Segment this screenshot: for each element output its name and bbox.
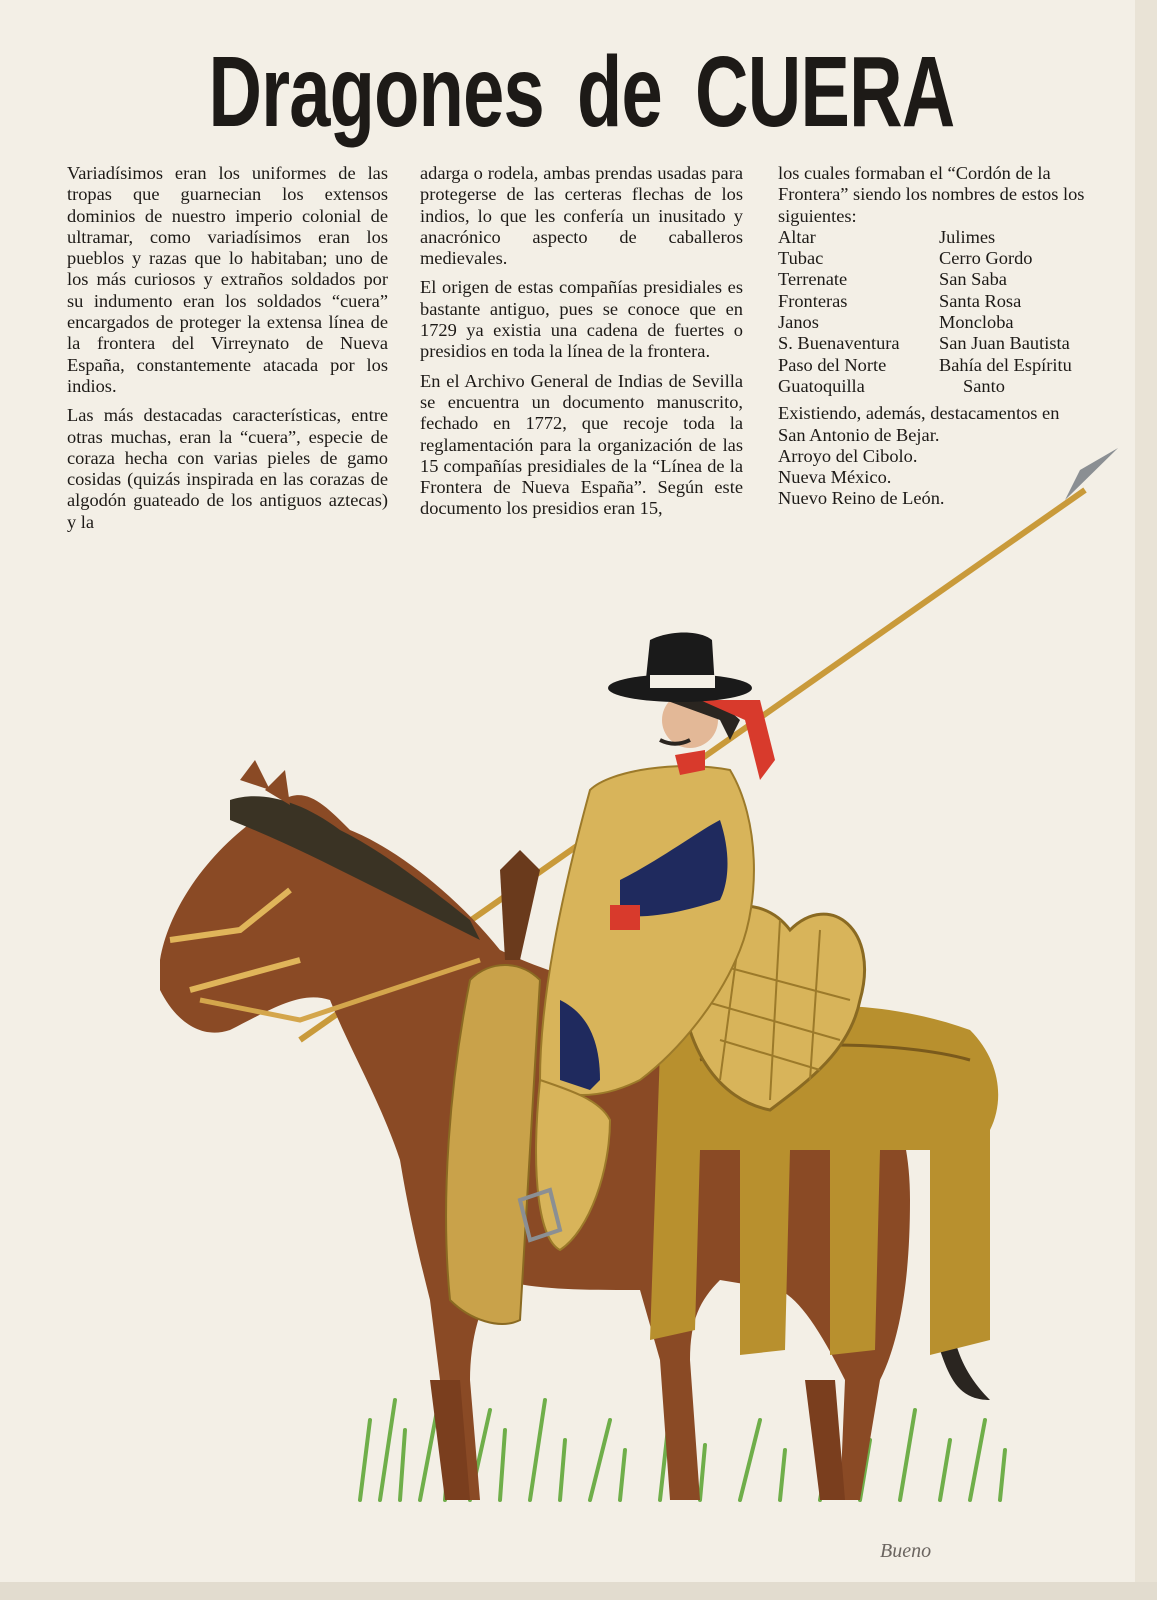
presidio-name: San Juan Bautista <box>939 333 1070 354</box>
presidio-name: Tubac <box>778 248 824 269</box>
detachment-name: San Antonio de Bejar. <box>778 424 940 445</box>
page-title: Dragones de CUERA <box>208 36 955 148</box>
presidio-name: S. Buenaventura <box>778 333 900 354</box>
presidio-name: Fronteras <box>778 290 848 311</box>
paragraph: Las más destacadas características, entre otras muchas, eran la “cuera”, especie de coraza hecha con varias pieles de gamo cosidas (quizás inspirada en las corazas de algodón guateado de los antiguos aztecas) y la <box>67 405 388 532</box>
paragraph: El origen de estas compañías presidiales es bastante antiguo, pues se conoce que en 1729 ya existia una cadena de fuertes o presidios en toda la línea de la frontera. <box>420 277 743 362</box>
presidio-name: Moncloba <box>939 312 1014 333</box>
lance-tip-icon <box>1065 448 1118 500</box>
presidio-name: Cerro Gordo <box>939 248 1033 269</box>
presidio-name: Altar <box>778 226 816 247</box>
presidio-name: Julimes <box>939 226 996 247</box>
paragraph: En el Archivo General de Indias de Sevilla se encuentra un documento manuscrito, fechado en 1772, que recoje toda la reglamentación para la organización de las 15 compañías presidiales de la “Línea de la Frontera de Nueva España”. Según este documento los presidios eran 15, <box>420 370 743 519</box>
presidio-name: San Saba <box>939 269 1007 290</box>
paragraph: adarga o rodela, ambas prendas usadas para protegerse de las certeras flechas de los indios, lo que les confería un inusitado y anacrónico aspecto de caballeros medievales. <box>420 163 743 269</box>
presidio-name: Janos <box>778 312 819 333</box>
presidio-name: Guatoquilla <box>778 375 865 396</box>
detachment-name: Nueva México. <box>778 467 892 488</box>
detachments-intro: Existiendo, además, destacamentos en <box>778 403 1060 424</box>
presidio-name: Santa Rosa <box>939 290 1022 311</box>
presidio-name: Santo <box>963 375 1005 396</box>
presidio-name: Bahía del Espíritu <box>939 354 1072 375</box>
artist-signature: Bueno <box>880 1540 932 1562</box>
detachment-name: Arroyo del Cibolo. <box>778 445 918 466</box>
presidio-name: Paso del Norte <box>778 354 887 375</box>
presidio-name: Terrenate <box>778 269 848 290</box>
presidios-intro: los cuales formaban el “Cordón de la Frontera” siendo los nombres de estos los siguientes: <box>778 163 1085 226</box>
paragraph: Variadísimos eran los uniformes de las tropas que guarnecian los extensos dominios de nuestro imperio colonial de ultramar, como variadísimos eran los pueblos y razas que lo habitaban; uno de los más curiosos y extraños soldados por su indumento eran los soldados “cuera” encargados de proteger la extensa línea de la frontera del Virreynato de Nueva España, constantemente atacada por los indios. <box>67 163 388 396</box>
detachment-name: Nuevo Reino de León. <box>778 488 945 509</box>
